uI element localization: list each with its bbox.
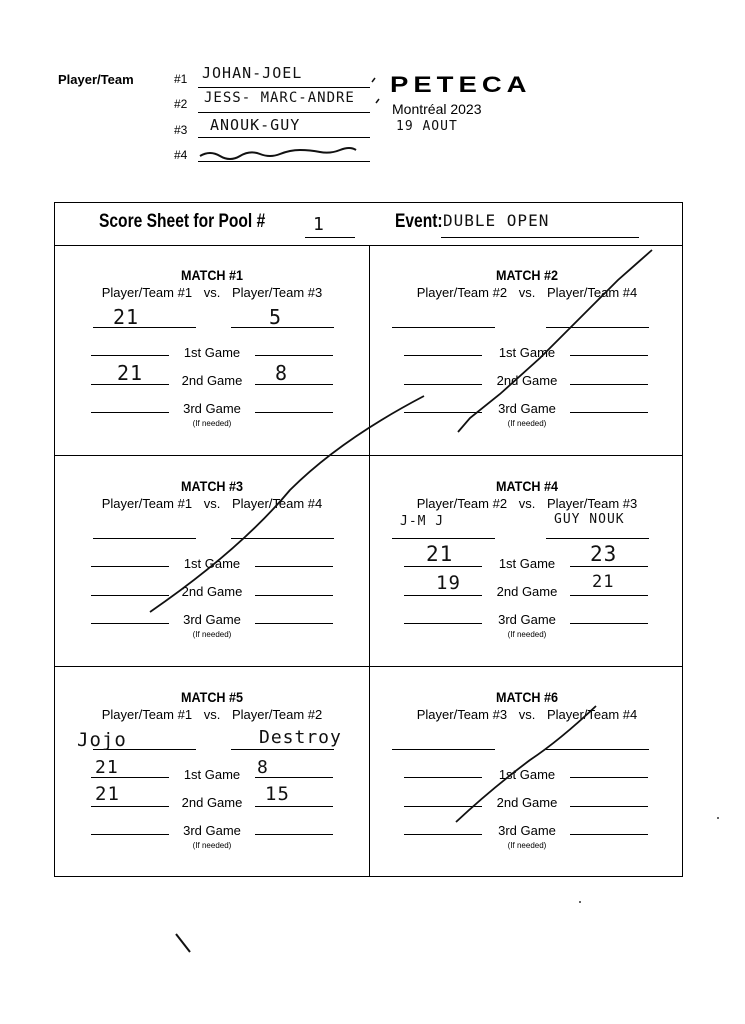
match-6-g1-label: 1st Game <box>498 767 556 782</box>
match-6-title: MATCH #6 <box>495 689 559 705</box>
match-4-left-name[interactable]: J-M J <box>400 514 445 529</box>
match-3-g2-label: 2nd Game <box>181 584 243 599</box>
match-2-g2-label: 2nd Game <box>496 373 558 388</box>
match-4-right-team: Player/Team #3 <box>546 496 638 511</box>
match-5-g2-left[interactable]: 21 <box>95 783 120 805</box>
match-5-left-name[interactable]: Jojo <box>77 729 127 751</box>
match-4-right-name[interactable]: GUY NOUK <box>554 512 625 527</box>
match-2-if-needed: (If needed) <box>507 419 547 428</box>
match-4-if-needed: (If needed) <box>507 630 547 639</box>
match-6-vs: vs. <box>518 707 536 722</box>
match-5-title: MATCH #5 <box>180 689 244 705</box>
match-5-if-needed: (If needed) <box>192 841 232 850</box>
match-5-right-name[interactable]: Destroy <box>259 727 342 748</box>
match-6-g3-label: 3rd Game <box>498 823 556 838</box>
match-3-vs: vs. <box>203 496 221 511</box>
match-1-g1-label: 1st Game <box>183 345 241 360</box>
match-2-g1-label: 1st Game <box>498 345 556 360</box>
match-3-title: MATCH #3 <box>180 478 244 494</box>
match-4-g1-right[interactable]: 23 <box>590 542 618 566</box>
match-5-right-team: Player/Team #2 <box>231 707 323 722</box>
match-2-strike-line <box>458 250 652 432</box>
match-2-right-team: Player/Team #4 <box>546 285 638 300</box>
match-6-left-team: Player/Team #3 <box>416 707 508 722</box>
match-1-g2-left[interactable]: 21 <box>117 361 144 385</box>
player-3-number: #3 <box>174 123 188 137</box>
match-5-g1-left[interactable]: 21 <box>95 757 119 778</box>
match-3-g3-label: 3rd Game <box>183 612 241 627</box>
match-5-g2-label: 2nd Game <box>181 795 243 810</box>
match-2-title: MATCH #2 <box>495 267 559 283</box>
match-3-strike-line <box>150 396 424 612</box>
match-1-right-team: Player/Team #3 <box>231 285 323 300</box>
match-6-right-team: Player/Team #4 <box>546 707 638 722</box>
match-2-g3-label: 3rd Game <box>498 401 556 416</box>
match-5-vs: vs. <box>203 707 221 722</box>
match-5-g1-right[interactable]: 8 <box>257 757 269 778</box>
match-1-left-name[interactable]: 21 <box>113 305 140 329</box>
pool-number[interactable]: 1 <box>313 214 325 235</box>
match-5-left-team: Player/Team #1 <box>101 707 193 722</box>
match-4-left-team: Player/Team #2 <box>416 496 508 511</box>
player-4-number: #4 <box>174 148 188 162</box>
match-4-g2-label: 2nd Game <box>496 584 558 599</box>
match-1-vs: vs. <box>203 285 221 300</box>
match-4-g2-right[interactable]: 21 <box>592 572 615 592</box>
match-5-g1-label: 1st Game <box>183 767 241 782</box>
stray-mark <box>176 934 190 952</box>
city-year: Montréal 2023 <box>392 101 482 117</box>
match-2-vs: vs. <box>518 285 536 300</box>
match-3-g1-label: 1st Game <box>183 556 241 571</box>
match-4-g2-left[interactable]: 19 <box>436 572 461 594</box>
player-1-name[interactable]: JOHAN-JOEL <box>202 64 303 82</box>
match-4-g3-label: 3rd Game <box>498 612 556 627</box>
match-1-left-team: Player/Team #1 <box>101 285 193 300</box>
date-note: 19 AOUT <box>396 119 458 134</box>
pool-title: Score Sheet for Pool # <box>99 211 266 232</box>
player-2-number: #2 <box>174 97 188 111</box>
player-3-name[interactable]: ANOUK-GUY <box>210 116 301 134</box>
match-1-g2-right[interactable]: 8 <box>275 361 289 385</box>
peteca-logo: PETECA <box>390 72 532 97</box>
speck <box>717 817 719 819</box>
match-1-if-needed: (If needed) <box>192 419 232 428</box>
player-1-number: #1 <box>174 72 188 86</box>
match-6-if-needed: (If needed) <box>507 841 547 850</box>
match-6-g2-label: 2nd Game <box>496 795 558 810</box>
player-2-name[interactable]: JESS- MARC-ANDRE <box>204 90 355 106</box>
event-label: Event: <box>395 211 443 232</box>
event-value[interactable]: DUBLE OPEN <box>443 211 550 230</box>
match-2-left-team: Player/Team #2 <box>416 285 508 300</box>
match-1-right-name[interactable]: 5 <box>269 305 283 329</box>
match-4-g1-label: 1st Game <box>498 556 556 571</box>
match-3-left-team: Player/Team #1 <box>101 496 193 511</box>
match-3-if-needed: (If needed) <box>192 630 232 639</box>
match-5-g3-label: 3rd Game <box>183 823 241 838</box>
player-team-label: Player/Team <box>58 72 134 87</box>
match-5-g2-right[interactable]: 15 <box>265 783 290 805</box>
match-1-title: MATCH #1 <box>180 267 244 283</box>
speck <box>579 901 581 903</box>
match-4-vs: vs. <box>518 496 536 511</box>
match-1-g3-label: 3rd Game <box>183 401 241 416</box>
match-1-g2-label: 2nd Game <box>181 373 243 388</box>
match-4-g1-left[interactable]: 21 <box>426 542 454 566</box>
match-3-right-team: Player/Team #4 <box>231 496 323 511</box>
match-4-title: MATCH #4 <box>495 478 559 494</box>
match-6-strike-line <box>456 706 596 822</box>
